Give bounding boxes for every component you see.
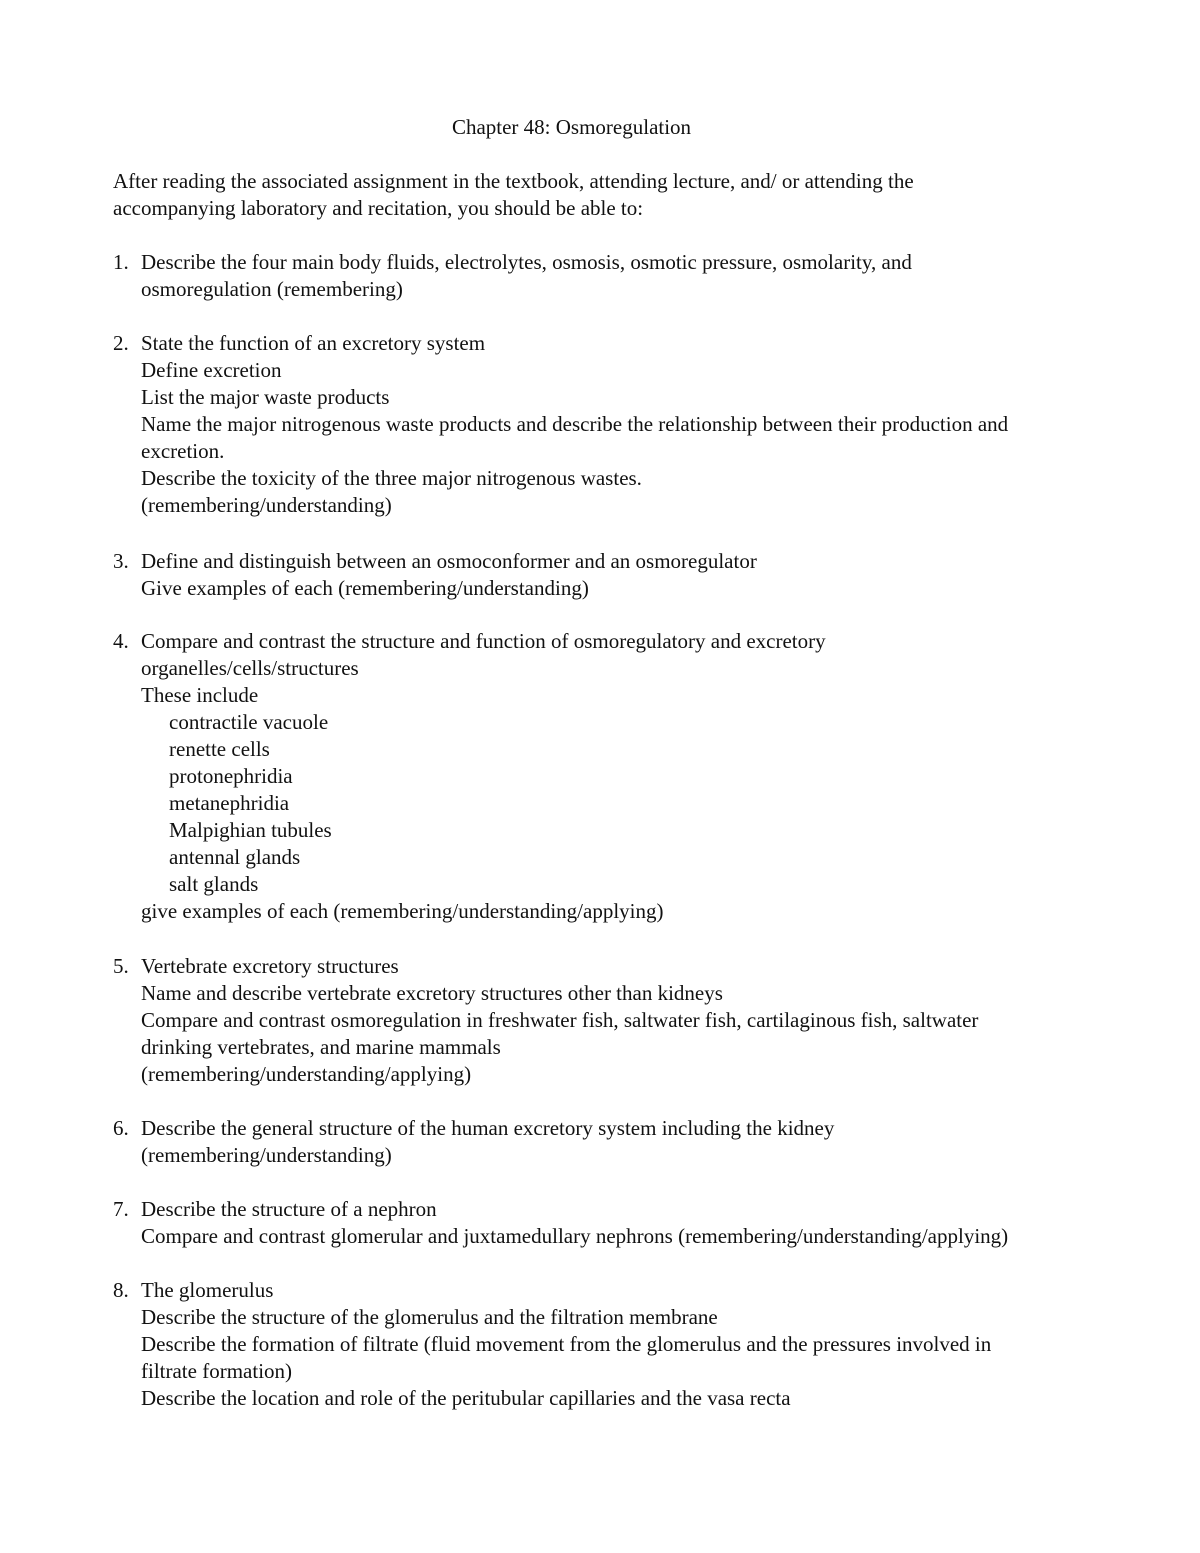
item-line: filtrate formation) <box>141 1359 293 1383</box>
objective-item-3 <box>113 548 1123 602</box>
item-line: Compare and contrast osmoregulation in freshwater fish, saltwater fish, cartilaginous fish, saltwater <box>141 1008 979 1032</box>
item-line: Describe the general structure of the human excretory system including the kidney <box>141 1116 835 1140</box>
item-number: 1. <box>113 250 129 274</box>
item-line: Describe the location and role of the peritubular capillaries and the vasa recta <box>141 1386 791 1410</box>
objective-item-8 <box>113 1277 1123 1412</box>
item-line: Define and distinguish between an osmoconformer and an osmoregulator <box>141 549 757 573</box>
item-number: 5. <box>113 954 129 978</box>
item-line: (remembering/understanding) <box>141 1143 392 1167</box>
item-line: organelles/cells/structures <box>141 656 359 680</box>
objective-item-7 <box>113 1196 1123 1250</box>
page-title: Chapter 48: Osmoregulation <box>451 115 692 139</box>
item-number: 8. <box>113 1278 129 1302</box>
sub-list-item: antennal glands <box>169 845 301 869</box>
sub-list-item: Malpighian tubules <box>169 818 332 842</box>
item-number: 3. <box>113 549 129 573</box>
objective-item-1 <box>113 249 1123 303</box>
sub-list-item: protonephridia <box>169 764 293 788</box>
item-line: Describe the formation of filtrate (fluid movement from the glomerulus and the pressures involved in <box>141 1332 992 1356</box>
sub-list-item: contractile vacuole <box>169 710 329 734</box>
item-line: Define excretion <box>141 358 282 382</box>
item-line: Name and describe vertebrate excretory structures other than kidneys <box>141 981 723 1005</box>
item-line: Name the major nitrogenous waste products and describe the relationship between their production and <box>141 412 1009 436</box>
item-line: List the major waste products <box>141 385 390 409</box>
item-number: 7. <box>113 1197 129 1221</box>
intro-line: accompanying laboratory and recitation, you should be able to: <box>113 196 644 220</box>
item-line: Vertebrate excretory structures <box>141 954 399 978</box>
item-number: 4. <box>113 629 129 653</box>
intro-line: After reading the associated assignment in the textbook, attending lecture, and/ or attending the <box>113 169 914 193</box>
item-line: Give examples of each (remembering/understanding) <box>141 576 589 600</box>
sub-list <box>141 709 1123 898</box>
item-line: Describe the toxicity of the three major nitrogenous wastes. <box>141 466 642 490</box>
item-line: drinking vertebrates, and marine mammals <box>141 1035 501 1059</box>
sub-list-item: metanephridia <box>169 791 290 815</box>
item-line: (remembering/understanding/applying) <box>141 1062 472 1086</box>
item-line: osmoregulation (remembering) <box>141 277 403 301</box>
item-line: excretion. <box>141 439 225 463</box>
sub-list-item: salt glands <box>169 872 259 896</box>
item-line: These include <box>141 683 259 707</box>
item-line: Describe the structure of the glomerulus and the filtration membrane <box>141 1305 718 1329</box>
item-number: 2. <box>113 331 129 355</box>
objective-item-4 <box>113 628 1123 925</box>
item-line: Describe the four main body fluids, electrolytes, osmosis, osmotic pressure, osmolarity, and <box>141 250 912 274</box>
objective-item-6 <box>113 1115 1123 1169</box>
item-number: 6. <box>113 1116 129 1140</box>
sub-list-item: renette cells <box>169 737 270 761</box>
objective-item-2 <box>113 330 1123 519</box>
item-line: give examples of each (remembering/understanding/applying) <box>141 899 664 923</box>
item-line: State the function of an excretory system <box>141 331 486 355</box>
item-line: The glomerulus <box>141 1278 274 1302</box>
objective-item-5 <box>113 953 1123 1088</box>
item-line: Compare and contrast glomerular and juxtamedullary nephrons (remembering/understanding/applying) <box>141 1224 1009 1248</box>
item-line: (remembering/understanding) <box>141 493 392 517</box>
item-line: Compare and contrast the structure and function of osmoregulatory and excretory <box>141 629 826 653</box>
intro-paragraph <box>113 168 1113 222</box>
item-line: Describe the structure of a nephron <box>141 1197 437 1221</box>
